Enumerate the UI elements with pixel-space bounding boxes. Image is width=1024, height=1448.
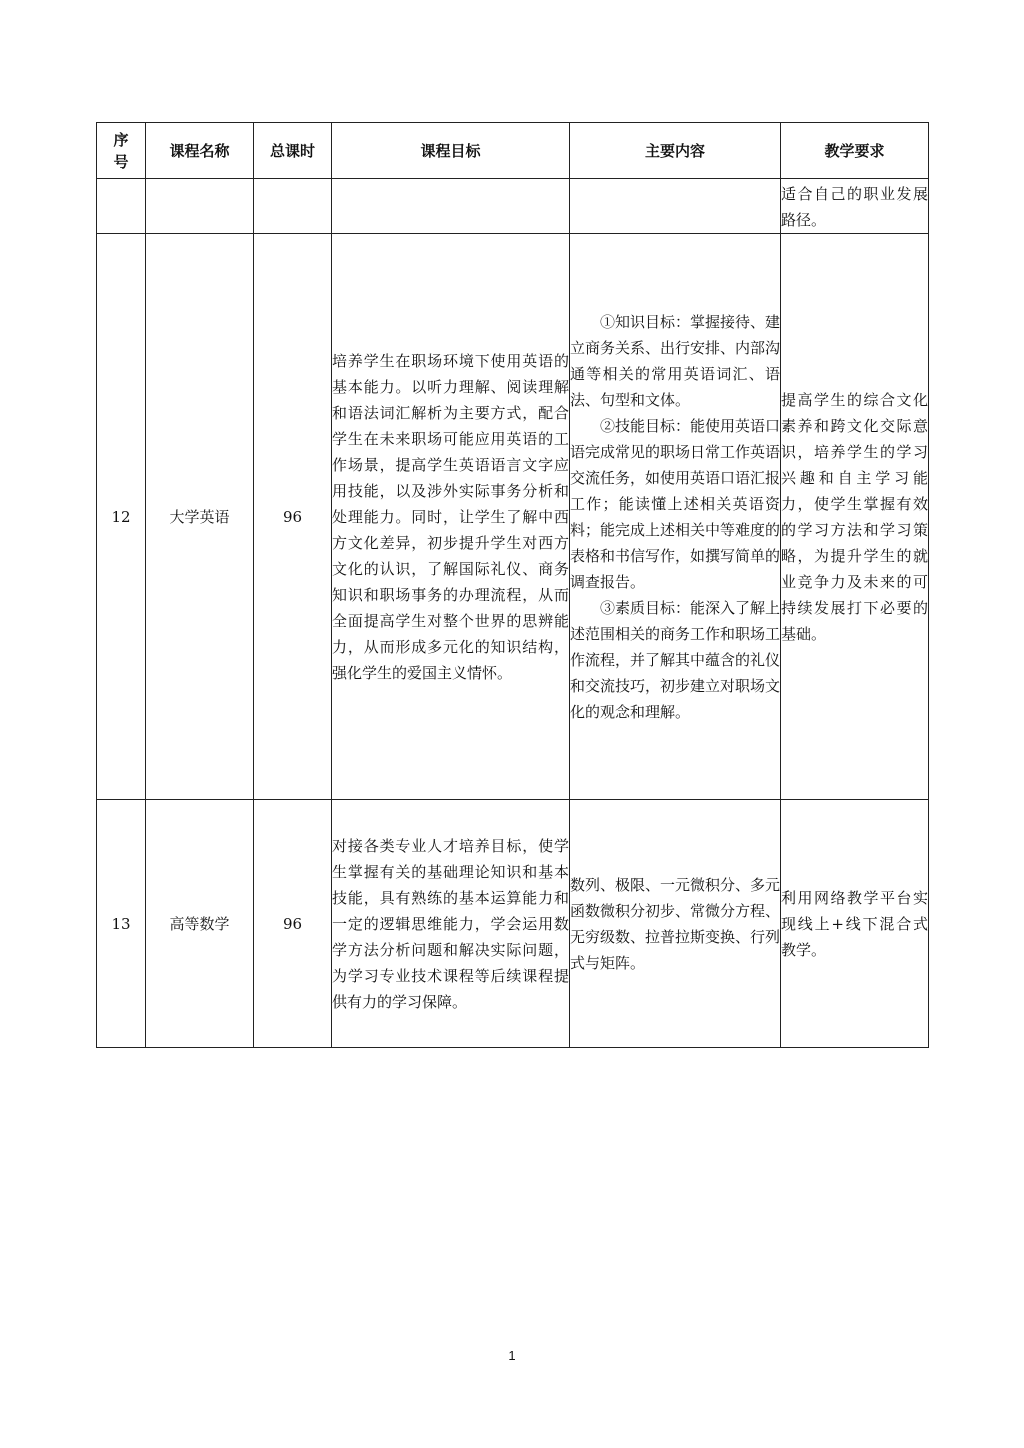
header-content: 主要内容: [570, 123, 781, 179]
cell-empty: [146, 179, 254, 234]
cell-name: 高等数学: [146, 800, 254, 1048]
cell-requirement: 适合自己的职业发展路径。: [781, 179, 929, 234]
cell-objective: 对接各类专业人才培养目标，使学生掌握有关的基础理论知识和基本技能，具有熟练的基本运算能力和一定的逻辑思维能力，学会运用数学方法分析问题和解决实际问题，为学习专业技术课程等后续课程提供有力的学习保障。: [332, 800, 570, 1048]
cell-seq: 12: [97, 234, 146, 800]
header-seq: 序号: [97, 123, 146, 179]
cell-hours: 96: [254, 800, 332, 1048]
cell-objective: 培养学生在职场环境下使用英语的基本能力。以听力理解、阅读理解和语法词汇解析为主要方式，配合学生在未来职场可能应用英语的工作场景，提高学生英语语言文字应用技能，以及涉外实际事务分析和处理能力。同时，让学生了解中西方文化差异，初步提升学生对西方文化的认识，了解国际礼仪、商务知识和职场事务的办理流程，从而全面提高学生对整个世界的思辨能力，从而形成多元化的知识结构，强化学生的爱国主义情怀。: [332, 234, 570, 800]
header-objective: 课程目标: [332, 123, 570, 179]
cell-requirement: 提高学生的综合文化素养和跨文化交际意识，培养学生的学习兴趣和自主学习能力，使学生掌握有效的学习方法和学习策略，为提升学生的就业竞争力及未来的可持续发展打下必要的基础。: [781, 234, 929, 800]
header-row: [97, 123, 929, 179]
table-row: [97, 800, 929, 1048]
content-paragraph: ③素质目标：能深入了解上述范围相关的商务工作和职场工作流程，并了解其中蕴含的礼仪和交流技巧，初步建立对职场文化的观念和理解。: [570, 598, 781, 721]
cell-empty: [570, 179, 781, 234]
header-hours: 总课时: [254, 123, 332, 179]
cell-empty: [97, 179, 146, 234]
cell-content: [570, 800, 781, 1048]
cell-empty: [254, 179, 332, 234]
content-paragraph: 数列、极限、一元微积分、多元函数微积分初步、常微分方程、无穷级数、拉普拉斯变换、行列式与矩阵。: [570, 875, 781, 972]
cell-content: [570, 234, 781, 800]
content-paragraph: ②技能目标：能使用英语口语完成常见的职场日常工作英语交流任务，如使用英语口语汇报工作；能读懂上述相关英语资料；能完成上述相关中等难度的表格和书信写作，如撰写简单的调查报告。: [570, 416, 781, 591]
cell-hours: 96: [254, 234, 332, 800]
cell-empty: [332, 179, 570, 234]
continuation-row: [97, 179, 929, 234]
cell-seq: 13: [97, 800, 146, 1048]
header-requirement: 教学要求: [781, 123, 929, 179]
table-row: [97, 234, 929, 800]
header-name: 课程名称: [146, 123, 254, 179]
cell-name: 大学英语: [146, 234, 254, 800]
course-table: [96, 122, 929, 1048]
content-paragraph: ①知识目标：掌握接待、建立商务关系、出行安排、内部沟通等相关的常用英语词汇、语法、句型和文体。: [570, 312, 781, 409]
page-number: 1: [508, 1348, 516, 1363]
cell-requirement: 利用网络教学平台实现线上+线下混合式教学。: [781, 800, 929, 1048]
